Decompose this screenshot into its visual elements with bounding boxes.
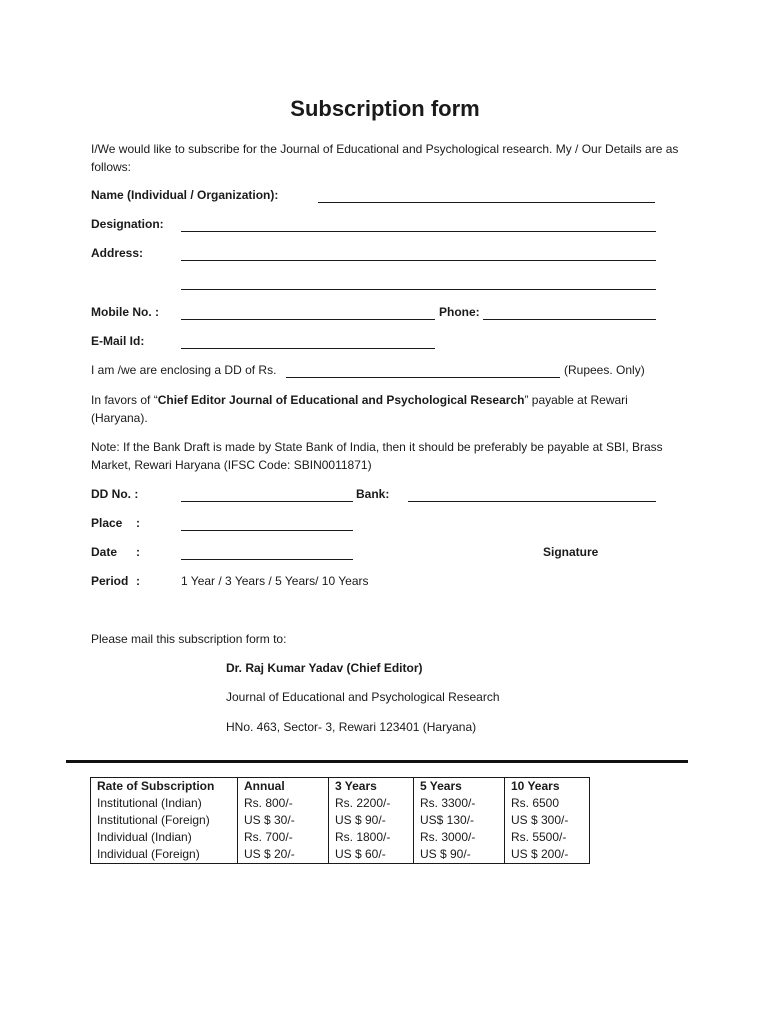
subscription-rates-table	[90, 777, 590, 864]
period-options: 1 Year / 3 Years / 5 Years/ 10 Years	[181, 574, 369, 588]
table-cell: Rs. 3300/-	[414, 795, 505, 812]
bank-note: Note: If the Bank Draft is made by State Bank of India, then it should be preferably be payable at SBI, Brass Market, Rewari Haryana (IFSC Code: SBIN0011871)	[91, 440, 663, 472]
favor-prefix: In favors of “	[91, 393, 158, 407]
period-colon: :	[136, 574, 140, 588]
table-cell: Rs. 800/-	[238, 795, 329, 812]
table-header-row	[91, 778, 590, 796]
email-field[interactable]	[181, 348, 435, 349]
address-label: Address:	[91, 246, 144, 260]
intro-text: I/We would like to subscribe for the Journal of Educational and Psychological research. My / Our Details are as follows:	[91, 142, 679, 174]
mail-recipient-name: Dr. Raj Kumar Yadav (Chief Editor)	[226, 661, 423, 675]
dd-number-label: DD No. :	[91, 487, 139, 501]
place-colon: :	[136, 516, 140, 530]
phone-field[interactable]	[483, 319, 656, 320]
designation-field[interactable]	[181, 231, 656, 232]
table-cell: Individual (Indian)	[91, 829, 238, 846]
bank-field[interactable]	[408, 501, 656, 502]
table-cell: US $ 30/-	[238, 812, 329, 829]
table-header-cell: Rate of Subscription	[91, 778, 238, 796]
table-cell: Rs. 2200/-	[329, 795, 414, 812]
email-label: E-Mail Id:	[91, 334, 145, 348]
place-field[interactable]	[181, 530, 353, 531]
mobile-field[interactable]	[181, 319, 435, 320]
table-cell: Rs. 6500	[505, 795, 590, 812]
mail-intro: Please mail this subscription form to:	[91, 632, 287, 646]
table-row	[91, 812, 590, 829]
table-cell: Rs. 5500/-	[505, 829, 590, 846]
table-cell: Rs. 1800/-	[329, 829, 414, 846]
period-label: Period	[91, 574, 129, 588]
table-cell: US $ 90/-	[414, 846, 505, 864]
table-cell: Institutional (Foreign)	[91, 812, 238, 829]
place-label: Place	[91, 516, 123, 530]
enclosing-prefix: I am /we are enclosing a DD of Rs.	[91, 363, 277, 377]
table-cell: US $ 60/-	[329, 846, 414, 864]
page-title: Subscription form	[290, 96, 480, 121]
date-label: Date	[91, 545, 118, 559]
table-cell: US $ 90/-	[329, 812, 414, 829]
favor-text	[91, 391, 681, 427]
mobile-label: Mobile No. :	[91, 305, 159, 319]
mail-recipient-address: HNo. 463, Sector- 3, Rewari 123401 (Haryana)	[226, 720, 477, 734]
phone-label: Phone:	[439, 305, 480, 319]
dd-amount-field[interactable]	[286, 377, 560, 378]
favor-payee: Chief Editor Journal of Educational and Psychological Research	[157, 393, 525, 407]
date-colon: :	[136, 545, 140, 559]
address-field-line-2[interactable]	[181, 289, 656, 290]
table-cell: US $ 300/-	[505, 812, 590, 829]
name-field[interactable]	[318, 202, 655, 203]
signature-label: Signature	[543, 545, 599, 559]
table-cell: Individual (Foreign)	[91, 846, 238, 864]
table-row	[91, 829, 590, 846]
table-row	[91, 795, 590, 812]
table-cell: US $ 200/-	[505, 846, 590, 864]
address-field-line-1[interactable]	[181, 260, 656, 261]
name-label: Name (Individual / Organization):	[91, 188, 279, 202]
table-cell: Rs. 700/-	[238, 829, 329, 846]
favor-suffix: ” payable at Rewari (Haryana).	[91, 393, 628, 425]
table-row	[91, 846, 590, 864]
section-divider	[66, 760, 688, 763]
table-cell: Rs. 3000/-	[414, 829, 505, 846]
table-cell: US $ 20/-	[238, 846, 329, 864]
mail-recipient-org: Journal of Educational and Psychological Research	[226, 690, 500, 704]
date-field[interactable]	[181, 559, 353, 560]
table-header-cell: 5 Years	[414, 778, 505, 796]
bank-label: Bank:	[356, 487, 390, 501]
table-header-cell: Annual	[238, 778, 329, 796]
enclosing-suffix: (Rupees. Only)	[564, 363, 645, 377]
table-header-cell: 10 Years	[505, 778, 590, 796]
dd-number-field[interactable]	[181, 501, 353, 502]
table-cell: US$ 130/-	[414, 812, 505, 829]
designation-label: Designation:	[91, 217, 164, 231]
table-cell: Institutional (Indian)	[91, 795, 238, 812]
table-header-cell: 3 Years	[329, 778, 414, 796]
